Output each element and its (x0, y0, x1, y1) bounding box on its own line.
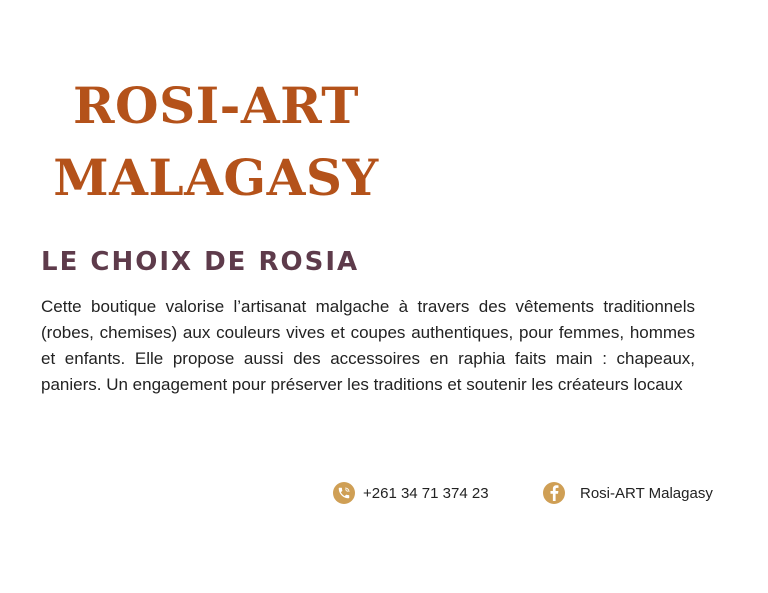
brand-title (0, 70, 432, 214)
phone-icon (333, 482, 355, 504)
phone-contact[interactable] (333, 481, 489, 505)
facebook-icon (543, 482, 565, 504)
brand-title-line1: ROSI-ART (72, 76, 360, 135)
description-text: Cette boutique valorise l’artisanat malgache à travers des vêtements traditionnels (robes, chemises) aux couleurs vives et coupes authentiques, pour femmes, hommes et enfants. Elle propose aussi des accessoires en raphia faits main : chapeaux, paniers. Un engagement pour préserver les traditions et soutenir les créateurs locaux (41, 297, 695, 394)
brand-title-line2: MALAGASY (53, 148, 379, 207)
facebook-page-name: Rosi-ART Malagasy (580, 484, 713, 502)
facebook-contact[interactable] (543, 481, 713, 505)
section-heading: LE CHOIX DE ROSIA (41, 247, 360, 277)
phone-number: +261 34 71 374 23 (363, 484, 489, 502)
